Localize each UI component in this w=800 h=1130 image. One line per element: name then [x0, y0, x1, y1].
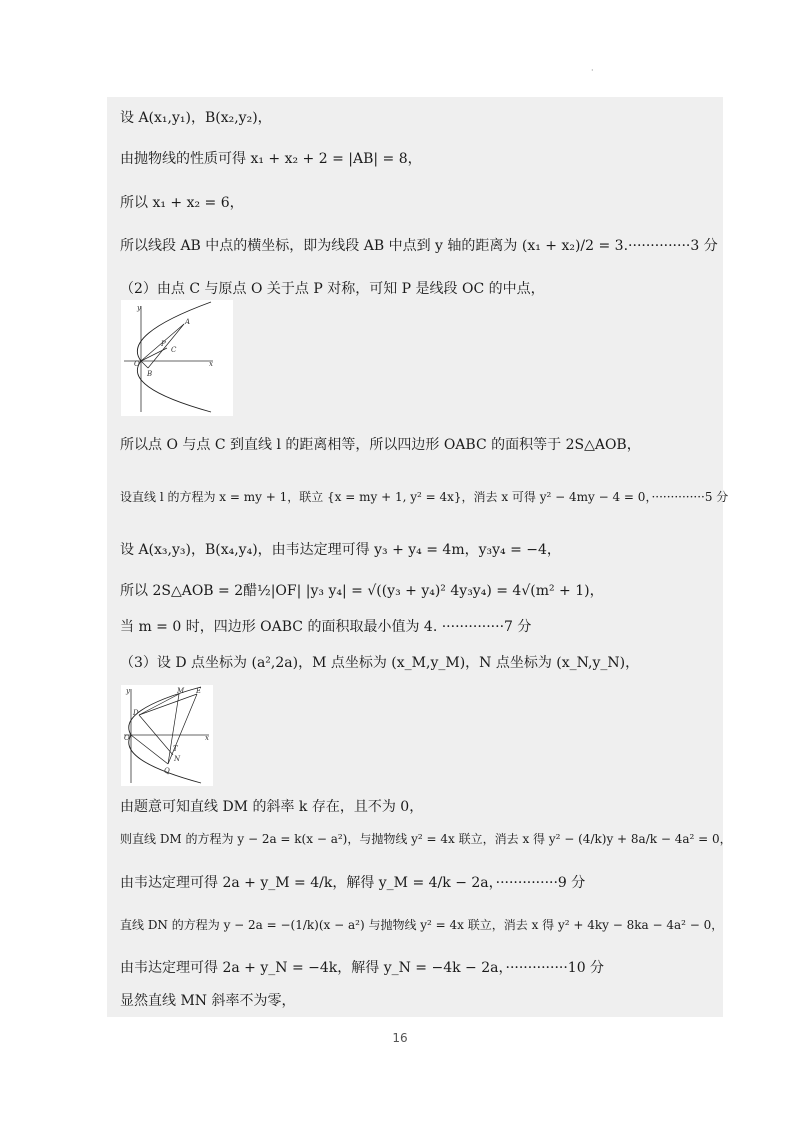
solution-line-12: 由题意可知直线 DM 的斜率 k 存在，且不为 0，	[120, 799, 424, 815]
solution-line-9: 所以 2S△AOB = 2醋½|OF| |y₃ y₄| = √((y₃ + y₄)² 4y₃y₄) = 4√(m² + 1)，	[120, 583, 604, 599]
solution-line-1: 设 A(x₁,y₁)，B(x₂,y₂)，	[120, 110, 272, 126]
figure1-label-y: y	[137, 304, 141, 312]
figure1-label-b: B	[147, 370, 153, 378]
solution-line-4: 所以线段 AB 中点的横坐标，即为线段 AB 中点到 y 轴的距离为 (x₁ + x₂)/2 = 3.··············3 分	[120, 238, 718, 254]
figure2-label-m: M	[177, 687, 185, 695]
figure2-label-o: O	[124, 734, 130, 742]
figure1-label-x: x	[209, 360, 213, 368]
top-dot-mark: ·	[591, 66, 594, 75]
solution-line-14: 由韦达定理可得 2a + y_M = 4/k，解得 y_M = 4/k − 2a，··············9 分	[120, 875, 586, 891]
figure-parabola-dmn-svg	[121, 685, 213, 786]
solution-line-2: 由抛物线的性质可得 x₁ + x₂ + 2 = |AB| = 8，	[120, 151, 422, 167]
solution-line-6: 所以点 O 与点 C 到直线 l 的距离相等，所以四边形 OABC 的面积等于 2S△AOB，	[120, 437, 641, 453]
solution-line-10: 当 m = 0 时，四边形 OABC 的面积取最小值为 4. ··············7 分	[120, 619, 532, 635]
figure1-label-a: A	[185, 318, 191, 326]
figure2-label-e: E	[196, 687, 202, 695]
figure2-label-n: N	[174, 755, 181, 763]
figure1-label-c: C	[171, 346, 177, 354]
figure-parabola-dmn	[121, 685, 213, 786]
figure2-label-y: y	[126, 687, 130, 695]
solution-line-16: 由韦达定理可得 2a + y_N = −4k，解得 y_N = −4k − 2a，··············10 分	[120, 960, 605, 976]
solution-line-8: 设 A(x₃,y₃)，B(x₄,y₄)，由韦达定理可得 y₃ + y₄ = 4m，y₃y₄ = −4，	[120, 542, 561, 558]
solution-line-17: 显然直线 MN 斜率不为零，	[120, 993, 296, 1009]
figure-parabola-oabc	[121, 300, 233, 416]
figure2-label-q: Q	[164, 767, 170, 775]
figure1-label-o: O	[134, 360, 140, 368]
page-number: 16	[392, 1031, 408, 1045]
figure1-label-p: P	[161, 340, 166, 348]
part-3-heading-line: （3）设 D 点坐标为 (a²,2a)，M 点坐标为 (x_M,y_M)，N 点坐标为 (x_N,y_N)，	[120, 655, 640, 671]
solution-line-7: 设直线 l 的方程为 x = my + 1，联立 {x = my + 1, y² = 4x}，消去 x 可得 y² − 4my − 4 = 0，··············5 分	[120, 490, 729, 504]
solution-line-3: 所以 x₁ + x₂ = 6，	[120, 195, 244, 211]
part-2-heading-line: （2）由点 C 与原点 O 关于点 P 对称，可知 P 是线段 OC 的中点，	[120, 281, 545, 297]
solution-line-13: 则直线 DM 的方程为 y − 2a = k(x − a²)，与抛物线 y² = 4x 联立，消去 x 得 y² − (4/k)y + 8a/k − 4a² = 0，	[120, 832, 732, 846]
figure2-label-d: D	[133, 709, 139, 717]
figure2-label-x: x	[205, 734, 209, 742]
figure2-label-t: T	[173, 745, 178, 753]
figure-parabola-oabc-svg	[121, 300, 233, 416]
solution-line-15: 直线 DN 的方程为 y − 2a = −(1/k)(x − a²) 与抛物线 y² = 4x 联立，消去 x 得 y² + 4ky − 8ka − 4a² − 0，	[120, 918, 724, 932]
